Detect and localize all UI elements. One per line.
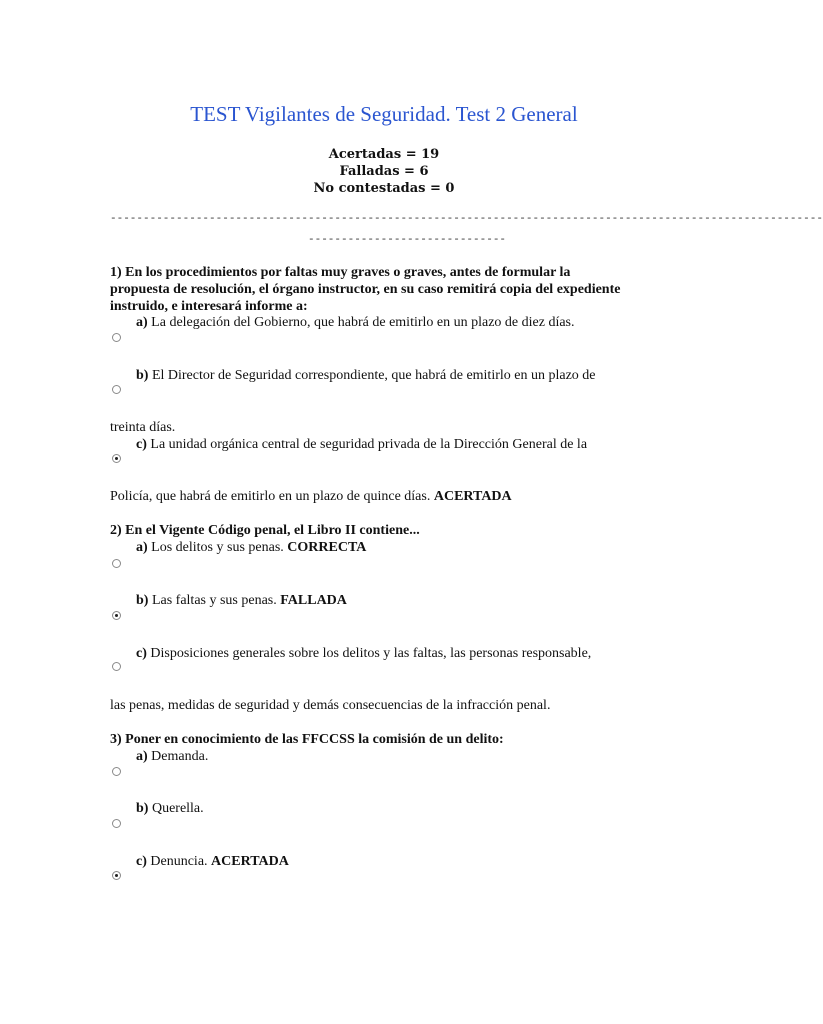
option-letter: c) [136, 854, 147, 869]
option-1c-continuation [110, 488, 670, 505]
option-letter: a) [136, 540, 148, 555]
status-badge: ACERTADA [211, 854, 289, 869]
option-2b [136, 592, 656, 609]
option-text: Demanda. [147, 749, 209, 764]
radio-2c[interactable] [112, 662, 121, 671]
option-letter: b) [136, 368, 149, 383]
option-2c [136, 645, 656, 662]
radio-1b[interactable] [112, 385, 121, 394]
option-text: Querella. [148, 801, 204, 816]
option-text: El Director de Seguridad correspondiente, que habrá de emitirlo en un plazo de [148, 368, 596, 383]
page-title: TEST Vigilantes de Seguridad. Test 2 General [190, 102, 578, 126]
option-1b [136, 367, 656, 384]
divider-line: ------------------------------------------------------------------------------------------------------------ [110, 213, 823, 225]
option-text: Disposiciones generales sobre los delitos y las faltas, las personas responsable, [146, 646, 592, 661]
option-text: Los delitos y sus penas. [147, 540, 288, 555]
option-2a [136, 539, 656, 556]
radio-2a[interactable] [112, 559, 121, 568]
option-letter: b) [136, 593, 149, 608]
option-letter: c) [136, 437, 147, 452]
option-3b [136, 800, 656, 817]
option-1a [136, 314, 656, 331]
radio-3c[interactable] [112, 871, 121, 880]
stat-no-contestadas: No contestadas = 0 [313, 181, 455, 196]
option-1b-continuation: treinta días. [110, 420, 176, 435]
option-letter: b) [136, 801, 149, 816]
continuation-text: Policía, que habrá de emitirlo en un plazo de quince días. [110, 489, 434, 504]
option-letter: a) [136, 749, 148, 764]
option-text: Las faltas y sus penas. [148, 593, 281, 608]
stat-falladas: Falladas = 6 [339, 164, 429, 179]
option-text: La unidad orgánica central de seguridad privada de la Dirección General de la [146, 437, 588, 452]
option-1c [136, 436, 656, 453]
option-3c [136, 853, 656, 870]
question-2: 2) En el Vigente Código penal, el Libro II contiene... [110, 523, 420, 538]
option-3a [136, 748, 656, 765]
option-letter: a) [136, 315, 148, 330]
question-1: 1) En los procedimientos por faltas muy graves o graves, antes de formular la propuesta de resolución, el órgano instructor, en su caso remitirá copia del expediente instruido, e interesará informe a: [110, 265, 621, 314]
radio-2b[interactable] [112, 611, 121, 620]
option-2c-continuation: las penas, medidas de seguridad y demás consecuencias de la infracción penal. [110, 698, 551, 713]
radio-3a[interactable] [112, 767, 121, 776]
option-text: Denuncia. [146, 854, 212, 869]
option-text: La delegación del Gobierno, que habrá de emitirlo en un plazo de diez días. [147, 315, 575, 330]
status-badge: CORRECTA [287, 540, 367, 555]
status-badge: ACERTADA [433, 489, 512, 504]
radio-1a[interactable] [112, 333, 121, 342]
question-3: 3) Poner en conocimiento de las FFCCSS la comisión de un delito: [110, 732, 504, 747]
radio-1c[interactable] [112, 454, 121, 463]
option-letter: c) [136, 646, 147, 661]
divider-line-2: ------------------------------ [308, 234, 507, 246]
status-badge: FALLADA [280, 593, 347, 608]
stat-acertadas: Acertadas = 19 [328, 147, 440, 162]
radio-3b[interactable] [112, 819, 121, 828]
score-summary [0, 146, 768, 197]
